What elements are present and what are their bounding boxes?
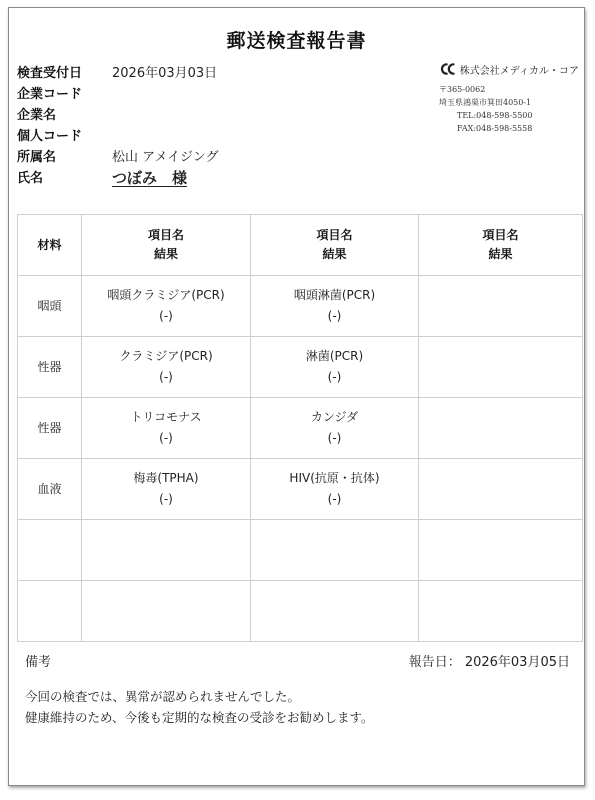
material-cell (18, 520, 82, 581)
result-cell (251, 398, 419, 459)
info-label: 検査受付日 (17, 66, 83, 81)
test-result: (-) (327, 431, 342, 445)
result-cell (82, 459, 251, 520)
table-row (18, 276, 583, 337)
table-row (18, 398, 583, 459)
results-table (17, 214, 583, 642)
header-item (419, 215, 583, 276)
header-label: 項目名 (482, 228, 519, 242)
document-title: 郵送検査報告書 (226, 30, 367, 52)
recipient-name: つぼみ 様 (112, 169, 188, 187)
material-cell: 咽頭 (18, 276, 82, 337)
header-sublabel: 結果 (153, 247, 178, 261)
header-label: 項目名 (147, 228, 184, 242)
table-row (18, 337, 583, 398)
result-cell (251, 459, 419, 520)
test-name: 咽頭クラミジア(PCR) (107, 288, 225, 302)
medical-core-logo-icon (439, 61, 458, 77)
report-date: 報告日： 2026年03月05日 (408, 655, 570, 670)
material-cell: 性器 (18, 337, 82, 398)
company-block (439, 60, 579, 135)
info-label: 企業コード (17, 87, 83, 102)
test-name: 淋菌(PCR) (305, 349, 364, 363)
company-tel: TEL:048-598-5500 (457, 111, 533, 120)
result-cell (419, 337, 583, 398)
result-cell (82, 398, 251, 459)
header-sublabel: 結果 (488, 247, 513, 261)
test-name: 咽頭淋菌(PCR) (293, 288, 376, 302)
material-cell (18, 581, 82, 642)
result-cell (419, 459, 583, 520)
header-item (82, 215, 251, 276)
result-cell (251, 276, 419, 337)
test-result: (-) (159, 492, 173, 506)
table-row (18, 459, 583, 520)
material-cell: 性器 (18, 398, 82, 459)
table-row (18, 581, 583, 642)
header-label: 項目名 (316, 228, 353, 242)
remarks-message (25, 686, 374, 728)
table-row (18, 520, 583, 581)
company-logo (439, 60, 579, 78)
company-fax: FAX:048-598-5558 (457, 124, 533, 133)
company-address: 埼玉県鴻巣市箕田4050-1 (439, 98, 532, 107)
result-cell (419, 276, 583, 337)
result-cell (82, 276, 251, 337)
remarks-line: 健康維持のため、今後も定期的な検査の受診をお勧めします。 (25, 710, 374, 725)
company-name: 株式会社メディカル・コア (459, 65, 579, 77)
info-value: 2026年03月03日 (112, 66, 218, 81)
test-result: (-) (327, 370, 342, 384)
test-name: トリコモナス (130, 410, 202, 424)
test-result: (-) (159, 370, 173, 384)
result-cell (419, 520, 583, 581)
header-label: 材料 (37, 237, 62, 252)
test-result: (-) (327, 492, 342, 506)
company-postal: 〒365-0062 (439, 85, 486, 94)
test-result: (-) (159, 431, 173, 445)
result-cell (82, 581, 251, 642)
header-item (251, 215, 419, 276)
info-label: 企業名 (17, 108, 57, 123)
test-name: HIV(抗原・抗体) (289, 471, 380, 485)
result-cell (82, 337, 251, 398)
info-value: 松山 アメイジング (112, 150, 219, 165)
result-cell (419, 581, 583, 642)
test-result: (-) (159, 309, 173, 323)
header-material (18, 215, 82, 276)
header-sublabel: 結果 (322, 247, 347, 261)
test-name: 梅毒(TPHA) (133, 471, 199, 485)
result-cell (251, 337, 419, 398)
info-label: 所属名 (17, 150, 57, 165)
remarks-label: 備考 (25, 655, 52, 670)
remarks-line: 今回の検査では、異常が認められませんでした。 (25, 689, 301, 704)
info-label: 氏名 (17, 171, 44, 186)
info-label: 個人コード (17, 129, 83, 144)
material-cell: 血液 (18, 459, 82, 520)
test-name: カンジダ (310, 410, 359, 424)
table-header-row (18, 215, 583, 276)
test-name: クラミジア(PCR) (119, 349, 213, 363)
result-cell (251, 581, 419, 642)
result-cell (251, 520, 419, 581)
result-cell (419, 398, 583, 459)
report-sheet (8, 7, 585, 786)
result-cell (82, 520, 251, 581)
test-result: (-) (327, 309, 342, 323)
